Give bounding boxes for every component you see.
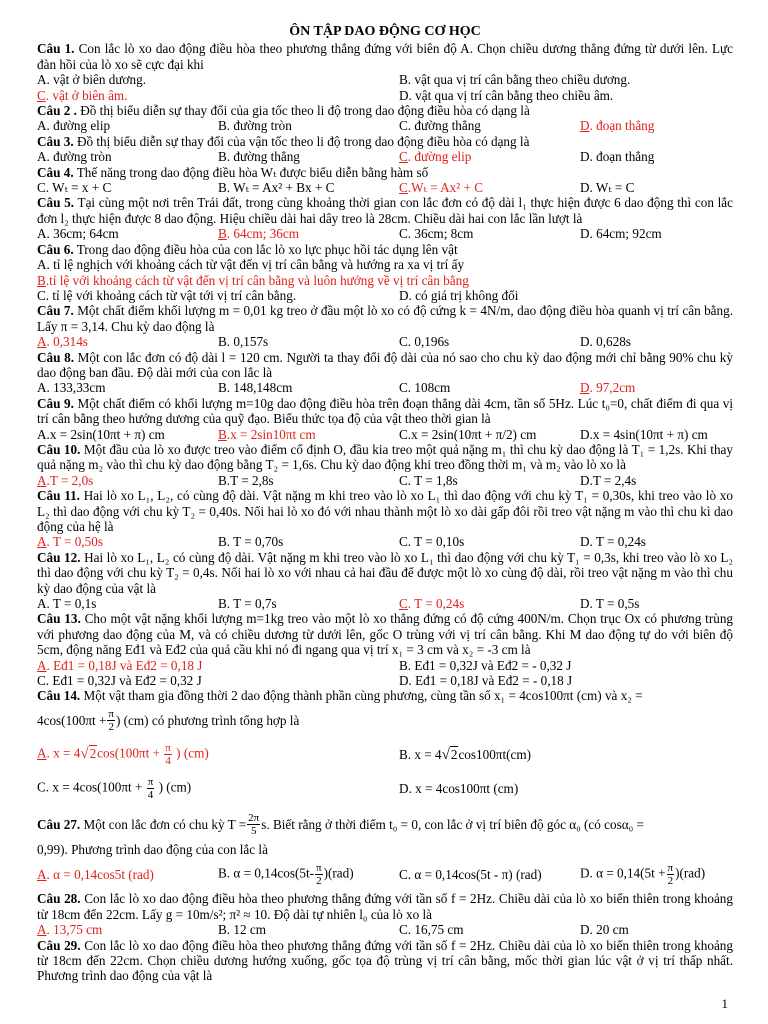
q7-options: A. 0,314s B. 0,157s C. 0,196s D. 0,628s — [37, 334, 631, 350]
correct-answer: A. 13,75 cm — [37, 922, 103, 938]
question-3: Câu 3. Đồ thị biểu diễn sự thay đổi của vận tốc theo li độ trong dao động điều hòa có dạng là — [37, 133, 530, 149]
correct-answer: A. Eđ1 = 0,18J và Eđ2 = 0,18 J — [37, 657, 203, 673]
correct-answer: C.Wₜ = Ax² + C — [399, 180, 483, 196]
correct-answer: A. α = 0,14cos5t (rad) — [37, 866, 154, 882]
correct-answer: B.x = 2sin10πt cm — [218, 426, 316, 442]
correct-answer: B.tỉ lệ với khoảng cách từ vật đến vị trí cân bằng và luôn hướng về vị trí cân bằng — [37, 272, 469, 288]
q14-options-row2: C. x = 4cos(100πt + $\frac{\pi}{4}$ ) (cm) D. x = 4cos100πt (cm) — [37, 776, 519, 802]
question-8: Câu 8. Một con lắc đơn có độ dài l = 120 cm. Người ta thay đổi độ dài của nó sao cho chu kỳ dao động mới chỉ bằng 90% chu kỳ dao động ban đầu. Độ dài mới của con lắc là — [37, 349, 733, 380]
q13-options-row1: A. Eđ1 = 0,18J và Eđ2 = 0,18 J B. Eđ1 = 0,32J và Eđ2 = - 0,32 J — [37, 657, 572, 673]
q10-options: A.T = 2,0s B.T = 2,8s C. T = 1,8s D.T = 2,4s — [37, 472, 637, 488]
q1-options-row1: A. vật ở biên dương. B. vật qua vị trí cân bằng theo chiều dương. — [37, 72, 631, 88]
page-title: ÔN TẬP DAO ĐỘNG CƠ HỌC — [289, 24, 481, 39]
q11-options: A. T = 0,50s B. T = 0,70s C. T = 0,10s D. T = 0,24s — [37, 534, 646, 550]
question-28: Câu 28. Con lắc lò xo dao động điều hòa theo phương thẳng đứng với tần số f = 2Hz. Chiều dài của lò xo biến thiên trong khoảng từ 18cm đến 22cm. Lấy g = 10m/s²; π² ≈ 10. Độ dài tự nhiên l₀ của lò xo là — [37, 891, 733, 922]
question-2: Câu 2 . Đồ thị biểu diễn sự thay đổi của gia tốc theo li độ trong dao động điều hòa có dạng là — [37, 103, 530, 119]
correct-answer: A. 0,314s — [37, 334, 88, 350]
correct-answer: D. 97,2cm — [580, 380, 636, 396]
q6-options-cd: C. tỉ lệ với khoảng cách từ vật tới vị trí cân bằng. D. có giá trị không đổi — [37, 287, 519, 303]
q13-options-row2: C. Eđ1 = 0,32J và Eđ2 = 0,32 J D. Eđ1 = 0,18J và Eđ2 = - 0,18 J — [37, 673, 573, 689]
q9-options: A.x = 2sin(10πt + π) cm B.x = 2sin10πt cm C.x = 2sin(10πt + π/2) cm D.x = 4sin(10πt + π) cm — [37, 426, 708, 442]
document — [37, 24, 733, 984]
q14-options-row1: A. x = 4√2cos(100πt + $\frac{\pi}{4}$ ) (cm) B. x = 4√2cos100πt(cm) — [37, 742, 532, 768]
question-13: Câu 13. Cho một vật nặng khối lượng m=1kg treo vào một lò xo thẳng đứng có độ cứng 400N/m. Chọn trục Ox có phương trùng với phương dao động của M, và có chiều dương từ dưới lên, gốc O trùng với vị trí cân bằng. Khi M dao động tự do với biên độ 5cm, động năng Eđ1 và Eđ2 của quả cầu khi nó đi ngang qua vị trí x₁ = 3 cm và x₂ = -3 cm là — [37, 611, 734, 658]
q12-options: A. T = 0,1s B. T = 0,7s C. T = 0,24s D. T = 0,5s — [37, 596, 640, 612]
correct-answer: A.T = 2,0s — [37, 472, 94, 488]
q27-options: A. α = 0,14cos5t (rad) B. α = 0,14cos(5t- $\frac{\pi}{2}$ )(rad) C. α = 0,14cos(5t - π) (rad) D. α = 0,14(5t + $\frac{\pi}{2}$ )(rad) — [37, 861, 706, 887]
question-10: Câu 10. Một đầu của lò xo được treo vào điểm cố định O, đầu kia treo một quả nặng m₁ thì chu kỳ dao động là T₁ = 1,2s. Khi thay quả nặng m₂ vào thì chu kỳ dao động bằng T₂ = 1,6s. Chu kỳ dao động khi treo đồng thời m₁ và m₂ vào lò xo là — [37, 441, 734, 473]
question-12: Câu 12. Hai lò xo L₁, L₂ có cùng độ dài. Vật nặng m khi treo vào lò xo L₁ thì dao động với chu kỳ T₁ = 0,3s, khi treo vào lò xo L₂ thì dao động với chu kỳ T₂ = 0,4s. Nối hai lò xo với nhau cả hai đầu để được một lò xo cùng độ dài, rồi treo vật nặng m vào thì chu kỳ dao động của vật là — [37, 549, 733, 596]
correct-answer: C. đường elip — [399, 149, 472, 165]
q8-options: A. 133,33cm B. 148,148cm C. 108cm D. 97,2cm — [37, 380, 733, 395]
page-number: 1 — [721, 996, 728, 1011]
correct-answer: C. vật ở biên âm. — [37, 87, 128, 103]
question-7: Câu 7. Một chất điểm khối lượng m = 0,01 kg treo ở đầu một lò xo có độ cứng k = 4N/m, dao động điều hòa quanh vị trí cân bằng. Lấy π = 3,14. Chu kỳ dao động là — [37, 303, 734, 334]
question-6: Câu 6. Trong dao động điều hòa của con lắc lò xo lực phục hồi tác dụng lên vật — [37, 241, 458, 257]
question-11: Câu 11. Hai lò xo L₁, L₂, có cùng độ dài. Vật nặng m khi treo vào lò xo L₁ thì dao động với chu kỳ T₁ = 0,30s, khi treo vào lò xo L₂ thì dao động với chu kỳ T₂ = 0,40s. Nối hai lò xo đó với nhau thành một lò xo dài gấp đôi rồi treo vật nặng m vào thì chu kì dao động của hệ là — [37, 488, 733, 534]
q2-options: A. đường elip B. đường tròn C. đường thẳng D. đoạn thẳng — [37, 118, 733, 133]
q14-line2: 4cos(100πt + $\frac{\pi}{2}$ ) (cm) có phương trình tổng hợp là — [37, 708, 300, 734]
fraction-pi-over-2: $\frac{\pi}{2}$ — [108, 708, 114, 734]
question-14: Câu 14. Một vật tham gia đồng thời 2 dao động thành phần cùng phương, cùng tần số x₁ = 4cos100πt (cm) và x₂ = — [37, 688, 643, 704]
question-27: Câu 27. Một con lắc đơn có chu kỳ T = $\frac{2\pi}{5}$ s. Biết rằng ở thời điểm t₀ = 0, con lắc ở vị trí biên độ góc α₀ (có cosα₀ = — [37, 812, 644, 838]
question-9: Câu 9. Một chất điểm có khối lượng m=10g dao động điều hòa trên đoạn thẳng dài 4cm, tần số 5Hz. Lúc t₀=0, chất điểm đi qua vị trí cân bằng theo hướng dương của quỹ đạo. Biểu thức tọa độ của vật theo thời gian là — [37, 395, 734, 427]
question-5: Câu 5. Tại cùng một nơi trên Trái đất, trong cùng khoảng thời gian con lắc đơn có độ dài l₁ thực hiện được 6 dao động thì con lắc đơn l₂ thực hiện được 8 dao động. Hiệu chiều dài hai dây treo là 28cm. Chiều dài hai con lắc lần lượt là — [37, 195, 733, 226]
q1-options-row2: C. vật ở biên âm. D. vật qua vị trí cân bằng theo chiều âm. — [37, 87, 614, 103]
correct-answer: B. 64cm; 36cm — [218, 226, 299, 242]
q27-line2: 0,99). Phương trình dao động của con lắc là — [37, 841, 268, 857]
q28-options: A. 13,75 cm B. 12 cm C. 16,75 cm D. 20 cm — [37, 922, 629, 938]
question-4: Câu 4. Thế năng trong dao động điều hòa Wₜ được biểu diễn bằng hàm số — [37, 164, 429, 180]
correct-answer: D. đoạn thẳng — [580, 118, 655, 134]
q3-options: A. đường tròn B. đường thẳng C. đường elip D. đoạn thẳng — [37, 149, 655, 165]
question-1: Câu 1. Con lắc lò xo dao động điều hòa theo phương thẳng đứng với biên độ A. Chọn chiều dương thẳng đứng từ dưới lên. Lực đàn hồi của lò xo sẽ cực đại khi — [37, 41, 734, 72]
q4-options: C. Wₜ = x + C B. Wₜ = Ax² + Bx + C C.Wₜ = Ax² + C D. Wₜ = C — [37, 180, 635, 196]
q6-option-a: A. tỉ lệ nghịch với khoảng cách từ vật đến vị trí cân bằng và hướng ra xa vị trí ấy — [37, 257, 465, 273]
correct-answer: A. x = 4√2cos(100πt + $\frac{\pi}{4}$ ) (cm) — [37, 742, 209, 768]
question-29: Câu 29. Con lắc lò xo dao động điều hòa theo phương thẳng đứng với tần số f = 2Hz. Chiều dài của lò xo biến thiên trong khoảng từ 18cm đến 22cm. Chọn chiều dương hướng xuống, gốc tọa độ trùng vị trí cân bằng, mốc thời gian lúc vật ở vị trí thấp nhất. Phương trình dao động của vật là — [37, 937, 733, 984]
q5-options: A. 36cm; 64cm B. 64cm; 36cm C. 36cm; 8cm D. 64cm; 92cm — [37, 226, 662, 242]
correct-answer: A. T = 0,50s — [37, 534, 103, 550]
correct-answer: C. T = 0,24s — [399, 596, 465, 612]
